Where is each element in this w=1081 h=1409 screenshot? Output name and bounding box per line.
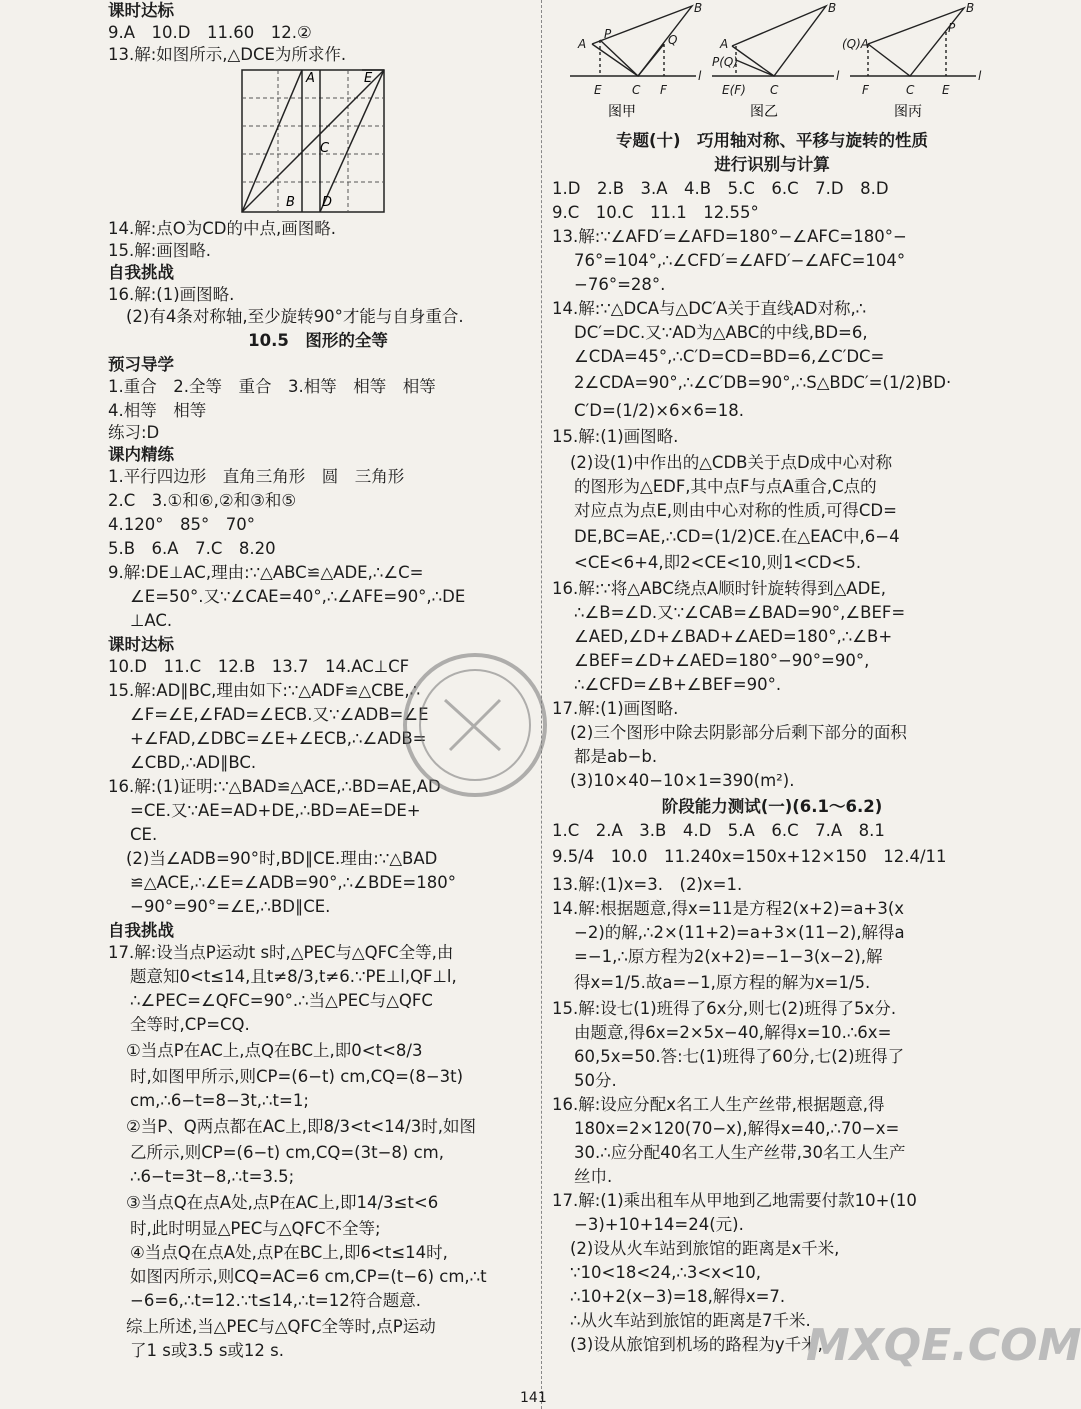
- answer-line: =−1,∴原方程为2(x+2)=−1−3(x−2),解: [574, 947, 883, 966]
- answer-line: 13.解:∵∠AFD′=∠AFD=180°−∠AFC=180°−: [552, 227, 907, 246]
- jia-label-f: F: [660, 83, 667, 97]
- answer-line: 综上所述,当△PEC与△QFC全等时,点P运动: [126, 1317, 436, 1336]
- yi-label-b: B: [828, 1, 837, 15]
- answer-line: <CE<6+4,即2<CE<10,则1<CD<5.: [574, 553, 862, 572]
- answer-line: ∠F=∠E,∠FAD=∠ECB.又∵∠ADB=∠E: [130, 705, 429, 724]
- answer-line: ②当P、Q两点都在AC上,即8/3<t<14/3时,如图: [126, 1117, 476, 1136]
- answer-line: (2)设从火车站到旅馆的距离是x千米,: [570, 1239, 840, 1258]
- seal-stamp: [390, 640, 560, 810]
- answer-line: ∠E=50°.又∵∠CAE=40°,∴∠AFE=90°,∴DE: [130, 587, 466, 606]
- answer-line: 17.解:(1)乘出租车从甲地到乙地需要付款10+(10: [552, 1191, 917, 1210]
- answer-line: −76°=28°.: [574, 275, 666, 294]
- answer-line: 2∠CDA=90°,∴∠C′DB=90°,∴S△BDC′=(1/2)BD·: [574, 373, 952, 392]
- answer-line: ∴∠PEC=∠QFC=90°.∴当△PEC与△QFC: [130, 991, 433, 1010]
- answer-line: ∠BEF=∠D+∠AED=180°−90°=90°,: [574, 651, 870, 670]
- section-heading: 自我挑战: [108, 921, 174, 940]
- answer-line: 如图丙所示,则CQ=AC=6 cm,CP=(t−6) cm,∴t: [130, 1267, 487, 1286]
- answer-line: +∠FAD,∠DBC=∠E+∠ECB,∴∠ADB=: [130, 729, 427, 748]
- bing-label-c: C: [906, 83, 915, 97]
- answer-line: 了1 s或3.5 s或12 s.: [130, 1341, 285, 1360]
- answer-line: 1.重合 2.全等 重合 3.相等 相等 相等: [108, 377, 436, 396]
- answer-line: 乙所示,则CP=(6−t) cm,CQ=(3t−8) cm,: [130, 1143, 444, 1162]
- jia-label-a: A: [578, 37, 587, 51]
- bing-label-p: P: [948, 21, 956, 35]
- answer-line: 16.解:(1)证明:∵△BAD≌△ACE,∴BD=AE,AD: [108, 777, 441, 796]
- answer-line: 1.平行四边形 直角三角形 圆 三角形: [108, 467, 405, 486]
- answer-line: ④当点Q在点A处,点P在BC上,即6<t≤14时,: [130, 1243, 448, 1262]
- answer-line: ①当点P在AC上,点Q在BC上,即0<t<8/3: [126, 1041, 423, 1060]
- answer-line: −3)+10+14=24(元).: [574, 1215, 744, 1234]
- answer-line: ∴∠B=∠D.又∵∠CAB=∠BAD=90°,∠BEF=: [574, 603, 906, 622]
- caption-bing: 图丙: [894, 104, 922, 120]
- answer-line: 30.∴应分配40名工人生产丝带,30名工人生产: [574, 1143, 906, 1162]
- section-heading: 自我挑战: [108, 263, 174, 282]
- section-title: 进行识别与计算: [714, 155, 830, 174]
- grid-figure: [238, 68, 388, 216]
- answer-line: 180x=2×120(70−x),解得x=40,∴70−x=: [574, 1119, 900, 1138]
- answer-line: 14.解:∵△DCA与△DC′A关于直线AD对称,∴: [552, 299, 867, 318]
- answer-line: 1.C 2.A 3.B 4.D 5.A 6.C 7.A 8.1: [552, 821, 885, 840]
- answer-line: (2)当∠ADB=90°时,BD∥CE.理由:∵△BAD: [126, 849, 438, 868]
- yi-label-pq: P(Q): [712, 55, 739, 69]
- answer-line: ∵10<18<24,∴3<x<10,: [570, 1263, 762, 1282]
- bing-label-l: l: [978, 69, 982, 83]
- answer-line: DC′=DC.又∵AD为△ABC的中线,BD=6,: [574, 323, 868, 342]
- answer-line: ③当点Q在点A处,点P在AC上,即14/3≤t<6: [126, 1193, 439, 1212]
- answer-line: −90°=90°=∠E,∴BD∥CE.: [130, 897, 331, 916]
- answer-line: (3)设从旅馆到机场的路程为y千米,: [570, 1335, 823, 1354]
- bing-label-e: E: [942, 83, 950, 97]
- answer-line: ∠CBD,∴AD∥BC.: [130, 753, 257, 772]
- answer-line: 的图形为△EDF,其中点F与点A重合,C点的: [574, 477, 877, 496]
- answer-line: 60,5x=50.答:七(1)班得了60分,七(2)班得了: [574, 1047, 905, 1066]
- answer-line: 题意知0<t≤14,且t≠8/3,t≠6.∵PE⊥l,QF⊥l,: [130, 967, 457, 986]
- section-heading: 课时达标: [108, 1, 174, 20]
- answer-line: (2)三个图形中除去阴影部分后剩下部分的面积: [570, 723, 907, 742]
- answer-line: 由题意,得6x=2×5x−40,解得x=10.∴6x=: [574, 1023, 892, 1042]
- grid-label-e: E: [364, 71, 373, 86]
- answer-line: 15.解:画图略.: [108, 241, 212, 260]
- answer-line: 17.解:(1)画图略.: [552, 699, 679, 718]
- answer-line: 4.120° 85° 70°: [108, 515, 255, 534]
- grid-label-a: A: [306, 71, 315, 86]
- yi-label-l: l: [836, 69, 840, 83]
- answer-line: −6=6,∴t=12.∵t≤14,∴t=12符合题意.: [130, 1291, 421, 1310]
- answer-line: DE,BC=AE,∴CD=(1/2)CE.在△EAC中,6−4: [574, 527, 900, 546]
- answer-line: 1.D 2.B 3.A 4.B 5.C 6.C 7.D 8.D: [552, 179, 889, 198]
- triangle-figures: [564, 0, 984, 120]
- answer-line: 9.A 10.D 11.60 12.②: [108, 23, 312, 42]
- answer-line: C′D=(1/2)×6×6=18.: [574, 401, 744, 420]
- answer-line: 9.解:DE⊥AC,理由:∵△ABC≌△ADE,∴∠C=: [108, 563, 424, 582]
- jia-label-c: C: [632, 83, 641, 97]
- answer-line: ≌△ACE,∴∠E=∠ADB=90°,∴∠BDE=180°: [130, 873, 456, 892]
- answer-line: (2)有4条对称轴,至少旋转90°才能与自身重合.: [126, 307, 464, 326]
- answer-line: ∴6−t=3t−8,∴t=3.5;: [130, 1167, 295, 1186]
- answer-line: 丝巾.: [574, 1167, 613, 1186]
- grid-label-b: B: [286, 195, 295, 210]
- bing-label-f: F: [862, 83, 869, 97]
- answer-line: CE.: [130, 825, 158, 844]
- jia-label-l: l: [698, 69, 702, 83]
- bing-label-qa: (Q)A: [842, 37, 870, 51]
- answer-line: 15.解:(1)画图略.: [552, 427, 679, 446]
- answer-line: 16.解:设应分配x名工人生产丝带,根据题意,得: [552, 1095, 885, 1114]
- section-heading: 课内精练: [108, 445, 174, 464]
- section-heading: 预习导学: [108, 355, 174, 374]
- answer-line: (3)10×40−10×1=390(m²).: [570, 771, 795, 790]
- answer-line: ⊥AC.: [130, 611, 173, 630]
- answer-line: ∴∠CFD=∠B+∠BEF=90°.: [574, 675, 782, 694]
- answer-line: 9.C 10.C 11.1 12.55°: [552, 203, 759, 222]
- answer-line: =CE.又∵AE=AD+DE,∴BD=AE=DE+: [130, 801, 421, 820]
- answer-line: 15.解:设七(1)班得了6x分,则七(2)班得了5x分.: [552, 999, 897, 1018]
- page-number: 141: [520, 1390, 547, 1406]
- answer-line: −2)的解,∴2×(11+2)=a+3×(11−2),解得a: [574, 923, 905, 942]
- answer-line: (2)设(1)中作出的△CDB关于点D成中心对称: [570, 453, 893, 472]
- answer-line: 全等时,CP=CQ.: [130, 1015, 250, 1034]
- answer-line: 14.解:根据题意,得x=11是方程2(x+2)=a+3(x: [552, 899, 905, 918]
- yi-label-ef: E(F): [722, 83, 746, 97]
- answer-line: 16.解:(1)画图略.: [108, 285, 235, 304]
- caption-jia: 图甲: [608, 104, 636, 120]
- answer-line: 时,如图甲所示,则CP=(6−t) cm,CQ=(8−3t): [130, 1067, 464, 1086]
- answer-line: 13.解:如图所示,△DCE为所求作.: [108, 45, 347, 64]
- answer-line: 时,此时明显△PEC与△QFC不全等;: [130, 1219, 381, 1238]
- section-title: 阶段能力测试(一)(6.1～6.2): [661, 797, 883, 816]
- section-heading: 课时达标: [108, 635, 174, 654]
- grid-label-d: D: [322, 195, 333, 210]
- answer-line: 10.D 11.C 12.B 13.7 14.AC⊥CF: [108, 657, 410, 676]
- answer-line: ∴10+2(x−3)=18,解得x=7.: [570, 1287, 786, 1306]
- jia-label-e: E: [594, 83, 602, 97]
- caption-yi: 图乙: [750, 104, 778, 120]
- answer-line: 5.B 6.A 7.C 8.20: [108, 539, 276, 558]
- answer-line: 15.解:AD∥BC,理由如下:∵△ADF≌△CBE,∴: [108, 681, 421, 700]
- watermark-logo: MXQE.COM: [806, 1320, 1081, 1371]
- answer-line: ∠AED,∠D+∠BAD+∠AED=180°,∴∠B+: [574, 627, 893, 646]
- jia-label-b: B: [694, 1, 703, 15]
- answer-line: ∴从火车站到旅馆的距离是7千米.: [570, 1311, 811, 1330]
- answer-line: 9.5/4 10.0 11.240x=150x+12×150 12.4/11: [552, 847, 947, 866]
- yi-label-a: A: [720, 37, 729, 51]
- answer-line: 17.解:设当点P运动t s时,△PEC与△QFC全等,由: [108, 943, 454, 962]
- bing-label-b: B: [966, 1, 975, 15]
- answer-line: 14.解:点O为CD的中点,画图略.: [108, 219, 337, 238]
- answer-line: 13.解:(1)x=3. (2)x=1.: [552, 875, 743, 894]
- section-title: 专题(十) 巧用轴对称、平移与旋转的性质: [615, 131, 929, 150]
- answer-line: 练习:D: [108, 423, 160, 442]
- answer-line: 都是ab−b.: [574, 747, 658, 766]
- answer-line: cm,∴6−t=8−3t,∴t=1;: [130, 1091, 309, 1110]
- yi-label-c: C: [770, 83, 779, 97]
- answer-line: 得x=1/5.故a=−1,原方程的解为x=1/5.: [574, 973, 871, 992]
- answer-line: 50分.: [574, 1071, 617, 1090]
- section-title: 10.5 图形的全等: [248, 331, 388, 350]
- answer-line: 76°=104°,∴∠CFD′=∠AFD′−∠AFC=104°: [574, 251, 906, 270]
- jia-label-p: P: [604, 27, 612, 41]
- answer-line: 4.相等 相等: [108, 401, 207, 420]
- answer-line: ∠CDA=45°,∴C′D=CD=BD=6,∠C′DC=: [574, 347, 885, 366]
- grid-label-c: C: [320, 141, 330, 156]
- jia-label-q: Q: [668, 33, 678, 47]
- answer-line: 2.C 3.①和⑥,②和③和⑤: [108, 491, 297, 510]
- answer-line: 对应点为点E,则由中心对称的性质,可得CD=: [574, 501, 897, 520]
- answer-line: 16.解:∵将△ABC绕点A顺时针旋转得到△ADE,: [552, 579, 886, 598]
